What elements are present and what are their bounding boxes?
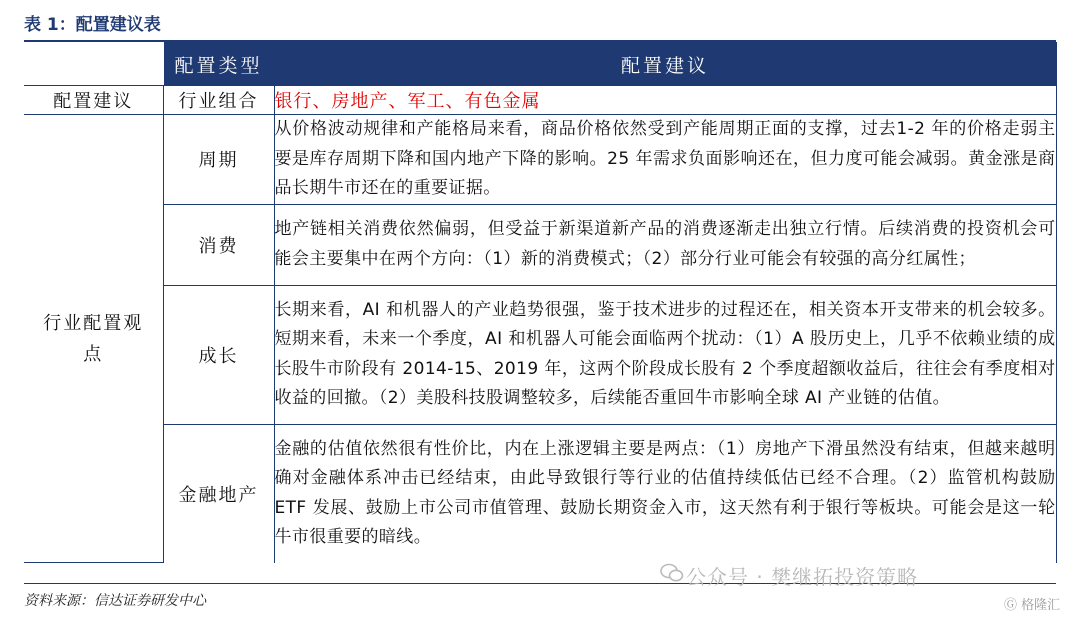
table-row <box>24 424 1056 563</box>
sector-name-cycle: 周期 <box>163 115 274 205</box>
recommendation-sectors: 银行、房地产、军工、有色金属 <box>274 86 1056 115</box>
table-row <box>24 285 1056 424</box>
badge-icon: Ⓖ <box>1004 598 1018 613</box>
view-group-label <box>24 115 163 563</box>
recommendation-row <box>24 86 1056 115</box>
config-table <box>24 42 1057 563</box>
badge-text: 格隆汇 <box>1021 598 1061 613</box>
header-blank <box>24 43 163 86</box>
header-advice: 配置建议 <box>274 43 1056 86</box>
table-row <box>24 204 1056 285</box>
sector-name-consumer: 消费 <box>163 204 274 285</box>
sector-text-growth: 长期来看，AI 和机器人的产业趋势很强，鉴于技术进步的过程还在，相关资本开支带来的机会较多。短期来看，未来一个季度，AI 和机器人可能会面临两个扰动：（1）A 股历史上，几乎不依赖业绩的成长股牛市阶段有 2014-15、2019 年，这两个阶段成长股有 2 个季度超额收益后，往往会有季度相对收益的回撤。（2）美股科技股调整较多，后续能否重回牛市影响全球 AI 产业链的估值。 <box>274 285 1056 424</box>
view-group-text: 行业配置观点 <box>43 312 144 365</box>
sector-name-finance: 金融地产 <box>163 424 274 563</box>
header-row <box>24 43 1056 86</box>
recommendation-label: 配置建议 <box>24 86 163 115</box>
sector-text-finance: 金融的估值依然很有性价比，内在上涨逻辑主要是两点：（1）房地产下滑虽然没有结束，但越来越明确对金融体系冲击已经结束，由此导致银行等行业的估值持续低估已经不合理。（2）监管机构鼓励 ETF 发展、鼓励上市公司市值管理、鼓励长期资金入市，这天然有利于银行等板块。可能会是这一轮牛市很重要的暗线。 <box>274 424 1056 563</box>
table-row <box>24 115 1056 205</box>
table-title: 表 1：配置建议表 <box>24 15 161 35</box>
header-type: 配置类型 <box>163 43 274 86</box>
sector-text-cycle: 从价格波动规律和产能格局来看，商品价格依然受到产能周期正面的支撑，过去1-2 年的价格走弱主要是库存周期下降和国内地产下降的影响。25 年需求负面影响还在，但力度可能会减弱。黄金涨是商品长期牛市还在的重要证据。 <box>274 115 1056 205</box>
wechat-icon <box>660 563 684 583</box>
sector-name-growth: 成长 <box>163 285 274 424</box>
source-note: 资料来源：信达证券研发中心 <box>24 593 206 609</box>
recommendation-type: 行业组合 <box>163 86 274 115</box>
badge-watermark <box>1004 594 1060 613</box>
watermark: 公众号 · 樊继拓投资策略 <box>686 565 919 589</box>
sector-text-consumer: 地产链相关消费依然偏弱，但受益于新渠道新产品的消费逐渐走出独立行情。后续消费的投资机会可能会主要集中在两个方向：（1）新的消费模式；（2）部分行业可能会有较强的高分红属性； <box>274 204 1056 285</box>
